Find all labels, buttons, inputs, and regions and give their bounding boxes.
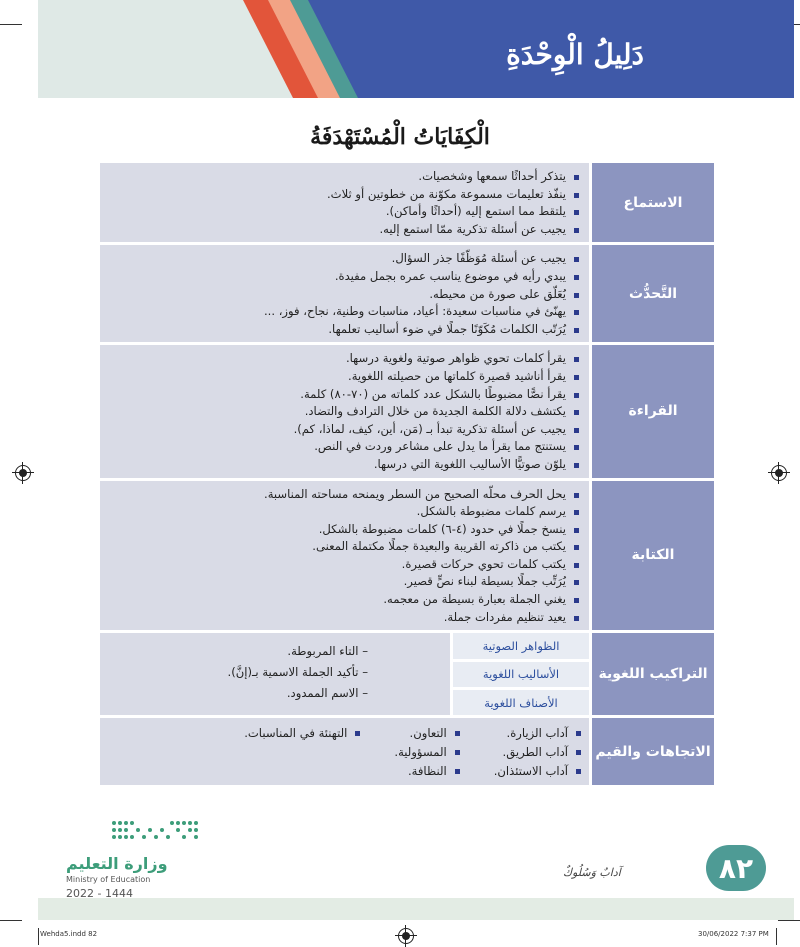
competency-row-reading <box>100 345 714 480</box>
competency-row-writing <box>100 481 714 634</box>
ministry-name-arabic: وزارة التعليم <box>66 854 168 873</box>
category-label: التراكيب اللغوية <box>589 633 714 715</box>
registration-mark-icon <box>771 465 787 481</box>
values-column <box>394 724 459 781</box>
list-item: يتذكر أحداثًا سمعها وشخصيات. <box>106 168 579 186</box>
list-item: يجيب عن أسئلة تذكرية تبدأ بـ (مَن، أين، كيف، لماذا، كم). <box>106 421 579 439</box>
crop-mark <box>0 24 22 25</box>
competencies-table <box>100 163 714 785</box>
category-label: الكتابة <box>589 481 714 631</box>
list-item: يهنّئ في مناسبات سعيدة: أعياد، مناسبات وطنية، نجاح، فوز، ... <box>106 303 579 321</box>
list-item: ينسخ جملًا في حدود (٤-٦) كلمات مضبوطة بالشكل. <box>106 521 579 539</box>
competency-list <box>100 163 589 242</box>
category-label: القراءة <box>589 345 714 477</box>
list-item: التعاون. <box>394 724 459 743</box>
competency-list <box>100 481 589 631</box>
list-item: – الاسم الممدود. <box>286 686 368 701</box>
category-label: الاستماع <box>589 163 714 242</box>
list-item: يجيب عن أسئلة تذكرية ممّا استمع إليه. <box>106 221 579 239</box>
file-info: Wehda5.indd 82 <box>40 930 98 938</box>
footer-band <box>38 898 794 920</box>
list-item: يُرَتِّب جملًا بسيطة لبناء نصٍّ قصير. <box>106 573 579 591</box>
section-title: الْكِفَايَاتُ الْمُسْتَهْدَفَةُ <box>310 124 490 150</box>
list-item: يقرأ نصًّا مضبوطًا بالشكل عدد كلماته من (٧٠-٨٠) كلمة. <box>106 386 579 404</box>
values-column <box>244 724 360 781</box>
list-item: يكتب كلمات تحوي حركات قصيرة. <box>106 556 579 574</box>
page-title: دَلِيلُ الْوِحْدَةِ <box>506 38 644 71</box>
category-label: الاتجاهات والقيم <box>589 718 714 785</box>
list-item: يجيب عن أسئلة مُوَظّفًا جذر السؤال. <box>106 250 579 268</box>
file-timestamp: 30/06/2022 7:37 PM <box>698 930 769 938</box>
ministry-name-english: Ministry of Education <box>66 875 151 884</box>
list-item: آداب الطريق. <box>494 743 581 762</box>
language-items <box>100 633 450 715</box>
list-item: يبدي رأيه في موضوع يناسب عمره بجمل مفيدة. <box>106 268 579 286</box>
ministry-year: 2022 - 1444 <box>66 887 133 900</box>
list-item: ينفّذ تعليمات مسموعة مكوّنة من خطوتين أو ثلاث. <box>106 186 579 204</box>
competency-row-language-structures <box>100 633 714 718</box>
list-item: التهنئة في المناسبات. <box>244 724 360 743</box>
list-item: يحل الحرف محلّه الصحيح من السطر ويمنحه مساحته المناسبة. <box>106 486 579 504</box>
language-sub-labels <box>450 633 589 715</box>
competency-list <box>100 345 589 477</box>
list-item: يرسم كلمات مضبوطة بالشكل. <box>106 503 579 521</box>
unit-guide-header <box>38 0 794 98</box>
list-item: آداب الزيارة. <box>494 724 581 743</box>
list-item: – تأكيد الجملة الاسمية بـ(إنَّ). <box>227 665 368 680</box>
list-item: يغني الجملة بعبارة بسيطة من معجمه. <box>106 591 579 609</box>
registration-mark-icon <box>398 928 414 944</box>
unit-subtitle: آدابٌ وَسُلُوكٌ <box>563 866 621 879</box>
competency-row-values <box>100 718 714 785</box>
crop-mark <box>776 928 777 945</box>
competency-row-listening <box>100 163 714 245</box>
list-item: يستنتج مما يقرأ ما يدل على مشاعر وردت في النص. <box>106 438 579 456</box>
crop-mark <box>778 920 800 921</box>
list-item: النظافة. <box>394 762 459 781</box>
registration-mark-icon <box>15 465 31 481</box>
list-item: يُعَلّق على صورة من محيطه. <box>106 286 579 304</box>
category-label: التَّحدُّث <box>589 245 714 342</box>
list-item: يلوّن صوتيًّا الأساليب اللغوية التي درسها. <box>106 456 579 474</box>
crop-mark <box>0 920 22 921</box>
header-stripes-graphic <box>38 0 794 98</box>
list-item: يقرأ أناشيد قصيرة كلماتها من حصيلته اللغوية. <box>106 368 579 386</box>
list-item: يُرَتّب الكلمات مُكَوّنًا جملًا في ضوء أساليب تعلمها. <box>106 321 579 339</box>
sub-label-categories: الأصناف اللغوية <box>453 690 589 715</box>
list-item: يقرأ كلمات تحوي ظواهر صوتية ولغوية درسها. <box>106 350 579 368</box>
list-item: يكتشف دلالة الكلمة الجديدة من خلال الترادف والتضاد. <box>106 403 579 421</box>
list-item: يلتقط مما استمع إليه (أحداثًا وأماكن). <box>106 203 579 221</box>
language-structures <box>100 633 589 715</box>
list-item: – التاء المربوطة. <box>287 644 368 659</box>
sub-label-phonetic: الظواهر الصوتية <box>453 633 589 661</box>
values-list <box>100 718 589 785</box>
sub-label-styles: الأساليب اللغوية <box>453 662 589 690</box>
list-item: آداب الاستئذان. <box>494 762 581 781</box>
list-item: يعيد تنظيم مفردات جملة. <box>106 609 579 627</box>
page-number-badge: ٨٢ <box>706 845 766 891</box>
list-item: المسؤولية. <box>394 743 459 762</box>
values-column <box>494 724 581 781</box>
ministry-logo-icon <box>110 818 200 844</box>
crop-mark <box>38 928 39 945</box>
list-item: يكتب من ذاكرته القريبة والبعيدة جملًا مكتملة المعنى. <box>106 538 579 556</box>
competency-row-speaking <box>100 245 714 345</box>
competency-list <box>100 245 589 342</box>
